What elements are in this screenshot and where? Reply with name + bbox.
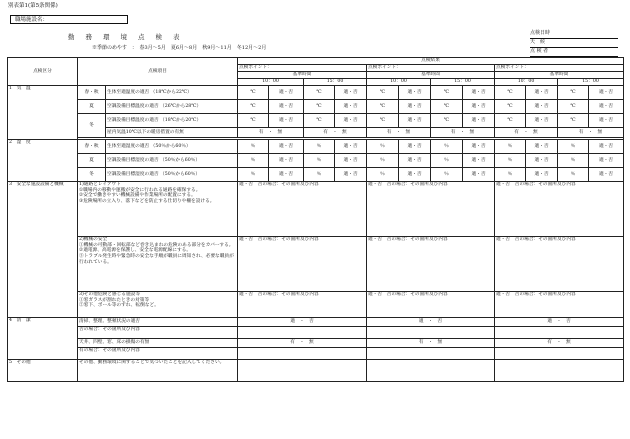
humidity-item: 空調設備目標湿度の適否 （50％から60％）	[106, 154, 238, 168]
temp-item: 空調設備目標温度の適否 （18℃から20℃）	[106, 114, 238, 128]
season-summer: 夏	[78, 154, 106, 168]
ok-cell[interactable]: 適・否	[526, 86, 558, 100]
inspector-field[interactable]	[530, 49, 618, 57]
safety-result[interactable]: 適・否 否の場合：その箇所及び内容	[367, 182, 495, 237]
ok-cell[interactable]: 適・否	[526, 114, 558, 128]
humidity-cell[interactable]: ％	[495, 154, 526, 168]
yesno-cell[interactable]: 有 ・ 無	[367, 128, 431, 138]
temp-cell[interactable]: ℃	[558, 114, 589, 128]
inspection-date-label: 点検日時	[530, 31, 618, 39]
temp-cell[interactable]: ℃	[304, 86, 335, 100]
humidity-cell[interactable]: ％	[304, 154, 335, 168]
temp-cell[interactable]: ℃	[495, 100, 526, 114]
ok-cell[interactable]: 適・否	[399, 100, 431, 114]
category-air: 1 気 温	[8, 86, 78, 140]
humidity-cell[interactable]: ％	[558, 140, 589, 154]
time-header-1: 基準時間	[238, 72, 367, 79]
form-number: 別表第1(第5条関係)	[8, 3, 58, 9]
temp-cell[interactable]: ℃	[238, 114, 269, 128]
other-note-cell[interactable]	[495, 360, 624, 382]
humidity-cell[interactable]: ％	[431, 154, 463, 168]
clean-item-tidy-note: 否の場合：その箇所及び内容	[78, 327, 238, 339]
clean-ok-cell[interactable]: 適 ・ 否	[495, 318, 624, 327]
temp-item: 屋内気温10℃以下の暖房措置の有無	[106, 128, 238, 138]
point-label-1[interactable]: 点検ポイント：	[238, 65, 367, 72]
temp-cell[interactable]: ℃	[367, 86, 399, 100]
humidity-cell[interactable]: ％	[367, 140, 399, 154]
safety-item-other: 3)その他危険と感じる施設等 ①窓ガラスが割れたときの対策等 ②窓下、ポール等のずれ、転倒など。	[78, 292, 238, 318]
yesno-cell[interactable]: 有 ・ 無	[304, 128, 367, 138]
temp-cell[interactable]: ℃	[431, 100, 463, 114]
ok-cell[interactable]: 適・否	[589, 140, 624, 154]
ok-cell[interactable]: 適・否	[463, 168, 495, 182]
safety-result[interactable]: 適・否 否の場合：その箇所及び内容	[495, 292, 624, 318]
ok-cell[interactable]: 適・否	[335, 114, 367, 128]
ok-cell[interactable]: 適・否	[399, 86, 431, 100]
ok-cell[interactable]: 適・否	[463, 100, 495, 114]
temp-cell[interactable]: ℃	[304, 100, 335, 114]
time-10: 10：00	[495, 79, 558, 86]
ok-cell[interactable]: 適・否	[589, 100, 624, 114]
clean-item-damage: 天井、四壁、窓、床の損傷の有無	[78, 339, 238, 348]
ok-cell[interactable]: 適・否	[589, 86, 624, 100]
ok-cell[interactable]: 適・否	[399, 168, 431, 182]
time-header-2: 基準時間	[367, 72, 495, 79]
yesno-cell[interactable]: 有 ・ 無	[431, 128, 495, 138]
time-10: 10：00	[238, 79, 304, 86]
item-header: 点検項目	[78, 58, 238, 86]
temp-cell[interactable]: ℃	[558, 86, 589, 100]
humidity-cell[interactable]: ％	[238, 168, 269, 182]
category-cleaning: 4 清 潔	[8, 318, 78, 360]
page-title: 勤務環境点検表	[68, 33, 191, 41]
category-humidity: 2 湿 度	[8, 140, 78, 182]
yesno-cell[interactable]: 有 ・ 無	[558, 128, 624, 138]
other-note-cell[interactable]	[367, 360, 495, 382]
other-note-cell[interactable]	[238, 360, 367, 382]
safety-result[interactable]: 適・否 否の場合：その箇所及び内容	[495, 237, 624, 292]
other-item: その他、勤務環境に関することで気づいたことを記入してください。	[78, 360, 238, 382]
temp-cell[interactable]: ℃	[495, 114, 526, 128]
time-10: 10：00	[367, 79, 431, 86]
ok-cell[interactable]: 適・否	[526, 140, 558, 154]
season-winter: 冬	[78, 114, 106, 138]
temp-cell[interactable]: ℃	[238, 100, 269, 114]
inspection-date-field[interactable]	[530, 31, 618, 39]
clean-note-cell[interactable]	[367, 348, 495, 360]
ok-cell[interactable]: 適・否	[399, 114, 431, 128]
ok-cell[interactable]: 適・否	[269, 168, 304, 182]
ok-cell[interactable]: 適・否	[526, 168, 558, 182]
point-label-3[interactable]: 点検ポイント：	[495, 65, 624, 72]
ok-cell[interactable]: 適・否	[269, 154, 304, 168]
time-header-3: 基準時間	[495, 72, 624, 79]
humidity-cell[interactable]: ％	[367, 168, 399, 182]
time-15: 15：00	[304, 79, 367, 86]
humidity-cell[interactable]: ％	[558, 168, 589, 182]
season-winter: 冬	[78, 168, 106, 182]
clean-note-cell[interactable]	[495, 348, 624, 360]
clean-yesno-cell[interactable]: 有 ・ 無	[495, 339, 624, 348]
humidity-cell[interactable]: ％	[495, 168, 526, 182]
ok-cell[interactable]: 適・否	[399, 154, 431, 168]
temp-item: 空調設備目標温度の適否 （26℃から28℃）	[106, 100, 238, 114]
clean-note-cell[interactable]	[367, 327, 495, 339]
season-summer: 夏	[78, 100, 106, 114]
safety-item-layout: 1)通路とレイアウト ①職場内の移動や運搬が安全に行われる通路を確保する。 ②安全で働きやすい機械設備や作業場所の配置にする。 ③危険場所の立入り、落下などを防止する仕切りや柵を設ける。	[78, 182, 238, 237]
clean-item-damage-note: 有の場合：その箇所及び内容	[78, 348, 238, 360]
facility-name-field[interactable]: 職場施設名：	[10, 15, 128, 24]
yesno-cell[interactable]: 有 ・ 無	[495, 128, 558, 138]
safety-result[interactable]: 適・否 否の場合：その箇所及び内容	[495, 182, 624, 237]
safety-result[interactable]: 適・否 否の場合：その箇所及び内容	[238, 292, 367, 318]
safety-result[interactable]: 適・否 否の場合：その箇所及び内容	[238, 182, 367, 237]
season-note: ※季節のめやす ： 春3月～5月 夏6月～8月 秋9月～11月 冬12月～2月	[92, 45, 267, 51]
result-header: 点検結果	[238, 58, 624, 65]
ok-cell[interactable]: 適・否	[463, 140, 495, 154]
time-15: 15：00	[431, 79, 495, 86]
humidity-cell[interactable]: ％	[431, 168, 463, 182]
ok-cell[interactable]: 適・否	[399, 140, 431, 154]
season-spring-autumn: 春・秋	[78, 86, 106, 100]
humidity-cell[interactable]: ％	[431, 140, 463, 154]
clean-item-tidy: 清掃、整理、整頓状況の適否	[78, 318, 238, 327]
ok-cell[interactable]: 適・否	[335, 86, 367, 100]
point-label-2[interactable]: 点検ポイント：	[367, 65, 495, 72]
clean-yesno-cell[interactable]: 有 ・ 無	[367, 339, 495, 348]
season-spring-autumn: 春・秋	[78, 140, 106, 154]
clean-ok-cell[interactable]: 適 ・ 否	[238, 318, 367, 327]
temp-cell[interactable]: ℃	[558, 100, 589, 114]
ok-cell[interactable]: 適・否	[269, 100, 304, 114]
humidity-item: 空調設備目標湿度の適否 （50％から60％）	[106, 168, 238, 182]
temp-cell[interactable]: ℃	[495, 86, 526, 100]
ok-cell[interactable]: 適・否	[335, 140, 367, 154]
humidity-cell[interactable]: ％	[238, 140, 269, 154]
temp-cell[interactable]: ℃	[367, 114, 399, 128]
safety-item-machine: 2)機械の安全 ①機械の可動部・回転部など巻き込まれの危険のある部分をカバーする。 ②適電源、高電源を保護し、安全な電源配線にする。 ③トラブル発生時や緊急時の安全な手順が職員に周知され、必要な職員が行われている。	[78, 237, 238, 292]
clean-note-cell[interactable]	[495, 327, 624, 339]
safety-result[interactable]: 適・否 否の場合：その箇所及び内容	[367, 237, 495, 292]
clean-note-cell[interactable]	[238, 348, 367, 360]
ok-cell[interactable]: 適・否	[335, 100, 367, 114]
temp-item: 生体至適温度の適否 （18℃から22℃）	[106, 86, 238, 100]
temp-cell[interactable]: ℃	[367, 100, 399, 114]
weather-field[interactable]	[530, 40, 618, 48]
humidity-cell[interactable]: ％	[304, 168, 335, 182]
ok-cell[interactable]: 適・否	[589, 114, 624, 128]
humidity-item: 生体至適湿度の適否 （50％から60％）	[106, 140, 238, 154]
ok-cell[interactable]: 適・否	[589, 168, 624, 182]
ok-cell[interactable]: 適・否	[526, 154, 558, 168]
ok-cell[interactable]: 適・否	[463, 86, 495, 100]
clean-note-cell[interactable]	[238, 327, 367, 339]
ok-cell[interactable]: 適・否	[269, 114, 304, 128]
inspector-label: 点 検 者	[530, 49, 618, 57]
category-header: 点検区分	[8, 58, 78, 86]
ok-cell[interactable]: 適・否	[269, 140, 304, 154]
ok-cell[interactable]: 適・否	[335, 154, 367, 168]
humidity-cell[interactable]: ％	[558, 154, 589, 168]
inspection-table	[7, 57, 624, 382]
ok-cell[interactable]: 適・否	[463, 154, 495, 168]
ok-cell[interactable]: 適・否	[335, 168, 367, 182]
ok-cell[interactable]: 適・否	[526, 100, 558, 114]
humidity-cell[interactable]: ％	[238, 154, 269, 168]
humidity-cell[interactable]: ％	[304, 140, 335, 154]
temp-cell[interactable]: ℃	[431, 86, 463, 100]
category-other: 5 その他	[8, 360, 78, 382]
safety-result[interactable]: 適・否 否の場合：その箇所及び内容	[238, 237, 367, 292]
clean-yesno-cell[interactable]: 有 ・ 無	[238, 339, 367, 348]
humidity-cell[interactable]: ％	[495, 140, 526, 154]
time-15: 15：00	[558, 79, 624, 86]
weather-label: 天 候	[530, 40, 618, 48]
clean-ok-cell[interactable]: 適 ・ 否	[367, 318, 495, 327]
category-safety: 3 安全な施設設備と機械	[8, 182, 78, 318]
humidity-cell[interactable]: ％	[367, 154, 399, 168]
safety-result[interactable]: 適・否 否の場合：その箇所及び内容	[367, 292, 495, 318]
temp-cell[interactable]: ℃	[431, 114, 463, 128]
yesno-cell[interactable]: 有 ・ 無	[238, 128, 304, 138]
ok-cell[interactable]: 適・否	[589, 154, 624, 168]
ok-cell[interactable]: 適・否	[463, 114, 495, 128]
temp-cell[interactable]: ℃	[304, 114, 335, 128]
temp-cell[interactable]: ℃	[238, 86, 269, 100]
ok-cell[interactable]: 適・否	[269, 86, 304, 100]
